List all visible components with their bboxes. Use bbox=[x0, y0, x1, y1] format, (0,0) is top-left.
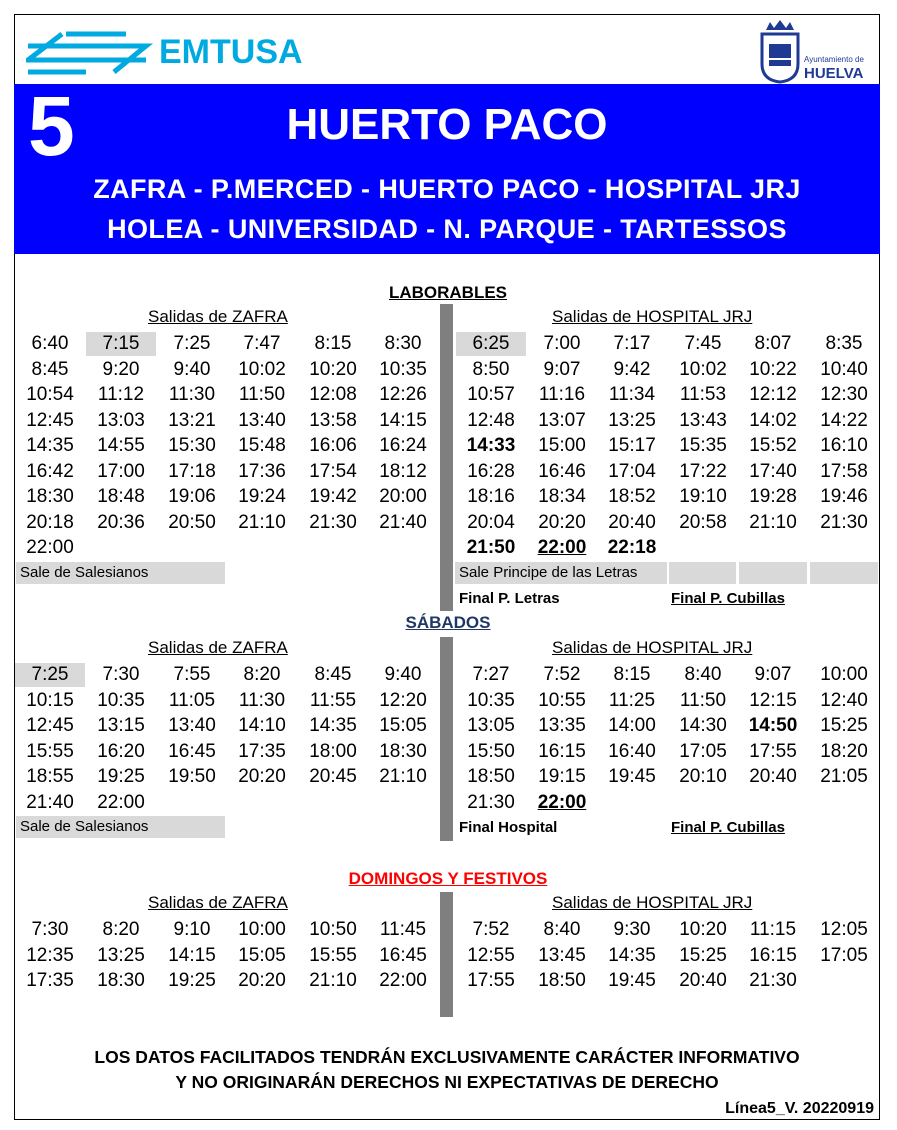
laborables-left-departure-time: 10:54 bbox=[26, 384, 74, 405]
laborables-left-departure-time: 14:15 bbox=[379, 409, 427, 431]
domingos-right-departure-time: 9:30 bbox=[613, 919, 651, 940]
domingos-left-departure-time: 9:10 bbox=[173, 919, 211, 940]
domingos-right-departure-time: 17:55 bbox=[467, 970, 515, 991]
sabados-right-departure-time: 18:50 bbox=[467, 766, 515, 787]
sabados-right-departure-time: 10:55 bbox=[538, 689, 586, 711]
laborables-right-departure-time: 10:22 bbox=[749, 358, 797, 380]
laborables-left-departure-time: 20:50 bbox=[168, 511, 216, 533]
laborables-right-departure-time: 13:43 bbox=[679, 409, 727, 431]
laborables-right-departure-time: 10:02 bbox=[679, 358, 727, 380]
sabados-left-departure-time: 17:35 bbox=[238, 740, 286, 762]
sabados-left-departure-time: 21:40 bbox=[26, 791, 74, 813]
domingos-title: DOMINGOS Y FESTIVOS bbox=[348, 869, 548, 888]
sabados-left-departure-time: 15:05 bbox=[379, 715, 427, 736]
laborables-right-departure-time: 16:28 bbox=[467, 460, 515, 482]
domingos-left-departure-time: 15:55 bbox=[309, 944, 357, 966]
sabados-left-departure-time: 7:25 bbox=[15, 663, 85, 687]
laborables-right-departure-time: 17:58 bbox=[820, 460, 868, 482]
sabados-right-departure-time: 15:25 bbox=[820, 715, 868, 736]
sabados-right-departure-time: 17:55 bbox=[749, 740, 797, 762]
sabados-right-departure-time: 8:40 bbox=[684, 664, 722, 685]
laborables-left-departure-time: 14:55 bbox=[97, 435, 145, 456]
sabados-left-departure-time: 11:55 bbox=[309, 689, 357, 711]
laborables-left-departure-time: 12:08 bbox=[309, 384, 357, 405]
sabados-left-departure-time: 7:55 bbox=[173, 664, 211, 685]
laborables-left-departure-time: 8:45 bbox=[31, 358, 69, 380]
domingos-left-departure-time: 19:25 bbox=[168, 970, 216, 991]
sabados-left-departure-time: 13:40 bbox=[168, 715, 216, 736]
laborables-right-departure-time: 8:07 bbox=[754, 333, 792, 354]
sabados-left-departure-time: 19:25 bbox=[97, 766, 145, 787]
laborables-right-departure-time: 15:35 bbox=[679, 435, 727, 456]
laborables-left-departure-time: 17:18 bbox=[168, 460, 216, 482]
laborables-left-departure-time: 10:20 bbox=[309, 358, 357, 380]
domingos-left-departure-time: 12:35 bbox=[26, 944, 74, 966]
sabados-left-departure-time: 10:35 bbox=[97, 689, 145, 711]
sabados-right-departure-time: 12:40 bbox=[820, 689, 868, 711]
laborables-left-departure-time: 12:26 bbox=[379, 384, 427, 405]
laborables-right-departure-time: 11:34 bbox=[608, 384, 656, 405]
domingos-left-departure-time: 21:10 bbox=[309, 970, 357, 991]
laborables-left-departure-time: 11:12 bbox=[97, 384, 145, 405]
sabados-left-departure-time: 8:45 bbox=[314, 664, 352, 685]
laborables-right-departure-time: 17:22 bbox=[679, 460, 727, 482]
laborables-right-departure-time: 6:25 bbox=[456, 332, 526, 356]
sabados-left-note: Sale de Salesianos bbox=[16, 816, 225, 838]
shield-icon bbox=[760, 20, 876, 84]
laborables-left-departure-time: 11:30 bbox=[168, 384, 216, 405]
sabados-left-departure-time: 13:15 bbox=[97, 715, 145, 736]
laborables-left-note: Sale de Salesianos bbox=[16, 562, 225, 584]
domingos-right-departure-time: 18:50 bbox=[538, 970, 586, 991]
sabados-right-departure-time: 11:50 bbox=[679, 689, 727, 711]
sabados-right-departure-time: 10:35 bbox=[467, 689, 515, 711]
laborables-final-2: Final P. Cubillas bbox=[671, 590, 785, 607]
laborables-right-header: Salidas de HOSPITAL JRJ bbox=[552, 307, 753, 326]
laborables-right-departure-time: 12:30 bbox=[820, 384, 868, 405]
laborables-left-departure-time: 20:18 bbox=[26, 511, 74, 533]
laborables-left-departure-time: 21:40 bbox=[379, 511, 427, 533]
laborables-left-departure-time: 16:42 bbox=[26, 460, 74, 482]
sabados-right-departure-time: 15:50 bbox=[467, 740, 515, 762]
sabados-right-departure-time: 19:15 bbox=[538, 766, 586, 787]
domingos-left-departure-time: 20:20 bbox=[238, 970, 286, 991]
domingos-right-departure-time: 13:45 bbox=[538, 944, 586, 966]
laborables-note-cell bbox=[810, 562, 878, 584]
laborables-left-departure-time: 9:20 bbox=[102, 358, 140, 380]
domingos-left-departure-time: 10:00 bbox=[238, 919, 286, 940]
domingos-left-departure-time: 10:50 bbox=[309, 919, 357, 940]
laborables-right-departure-time: 18:52 bbox=[608, 486, 656, 507]
laborables-left-departure-time: 7:25 bbox=[173, 333, 211, 354]
domingos-right-departure-time: 7:52 bbox=[472, 919, 510, 940]
domingos-left-departure-time: 16:45 bbox=[379, 944, 427, 966]
sabados-right-departure-time: 21:05 bbox=[820, 766, 868, 787]
sabados-right-departure-time: 16:40 bbox=[608, 740, 656, 762]
laborables-right-departure-time: 9:42 bbox=[613, 358, 651, 380]
laborables-right-departure-time: 9:07 bbox=[543, 358, 581, 380]
laborables-left-departure-time: 21:10 bbox=[238, 511, 286, 533]
disclaimer-line1: LOS DATOS FACILITADOS TENDRÁN EXCLUSIVAMENTE CARÁCTER INFORMATIVO bbox=[94, 1047, 800, 1067]
laborables-right-departure-time: 7:17 bbox=[613, 333, 651, 354]
sabados-right-departure-time: 16:15 bbox=[538, 740, 586, 762]
laborables-right-departure-time: 11:16 bbox=[538, 384, 586, 405]
laborables-right-departure-time: 20:58 bbox=[679, 511, 727, 533]
laborables-left-departure-time: 13:03 bbox=[97, 409, 145, 431]
route-stops-line1: ZAFRA - P.MERCED - HUERTO PACO - HOSPITAL JRJ bbox=[93, 174, 801, 204]
sabados-left-departure-time: 22:00 bbox=[97, 791, 145, 813]
sabados-left-departure-time: 7:30 bbox=[102, 664, 140, 685]
laborables-left-departure-time: 10:02 bbox=[238, 358, 286, 380]
laborables-left-departure-time: 15:48 bbox=[238, 435, 286, 456]
sabados-right-departure-time: 9:07 bbox=[754, 664, 792, 685]
laborables-right-departure-time: 21:30 bbox=[820, 511, 868, 533]
laborables-right-departure-time: 20:20 bbox=[538, 511, 586, 533]
laborables-left-departure-time: 19:06 bbox=[168, 486, 216, 507]
sabados-right-departure-time: 21:30 bbox=[467, 791, 515, 813]
laborables-left-departure-time: 18:30 bbox=[26, 486, 74, 507]
sabados-right-departure-time: 13:05 bbox=[467, 715, 515, 736]
sabados-left-header: Salidas de ZAFRA bbox=[148, 638, 288, 657]
domingos-left-departure-time: 13:25 bbox=[97, 944, 145, 966]
laborables-left-departure-time: 16:06 bbox=[309, 435, 357, 456]
domingos-right-departure-time: 17:05 bbox=[820, 944, 868, 966]
laborables-right-departure-time: 13:07 bbox=[538, 409, 586, 431]
domingos-left-header: Salidas de ZAFRA bbox=[148, 893, 288, 912]
domingos-right-departure-time: 11:15 bbox=[749, 919, 797, 940]
sabados-left-departure-time: 12:45 bbox=[26, 715, 74, 736]
sabados-right-departure-time: 18:20 bbox=[820, 740, 868, 762]
laborables-right-departure-time: 22:18 bbox=[607, 537, 657, 558]
laborables-left-departure-time: 15:30 bbox=[168, 435, 216, 456]
sabados-right-departure-time: 19:45 bbox=[608, 766, 656, 787]
laborables-left-departure-time: 17:00 bbox=[97, 460, 145, 482]
laborables-right-departure-time: 14:02 bbox=[749, 409, 797, 431]
laborables-right-departure-time: 15:00 bbox=[538, 435, 586, 456]
laborables-left-departure-time: 18:48 bbox=[97, 486, 145, 507]
sabados-left-departure-time: 19:50 bbox=[168, 766, 216, 787]
sabados-right-header: Salidas de HOSPITAL JRJ bbox=[552, 638, 753, 657]
laborables-right-departure-time: 21:10 bbox=[749, 511, 797, 533]
laborables-right-departure-time: 19:28 bbox=[749, 486, 797, 507]
laborables-left-departure-time: 8:15 bbox=[314, 333, 352, 354]
domingos-left-departure-time: 15:05 bbox=[238, 944, 286, 966]
laborables-left-departure-time: 13:40 bbox=[238, 409, 286, 431]
sabados-separator bbox=[440, 637, 453, 841]
domingos-right-departure-time: 16:15 bbox=[749, 944, 797, 966]
disclaimer-line2: Y NO ORIGINARÁN DERECHOS NI EXPECTATIVAS DE DERECHO bbox=[175, 1072, 719, 1092]
domingos-right-departure-time: 21:30 bbox=[749, 970, 797, 991]
laborables-left-departure-time: 10:35 bbox=[379, 358, 427, 380]
sabados-left-departure-time: 20:45 bbox=[309, 766, 357, 787]
domingos-right-departure-time: 10:20 bbox=[679, 919, 727, 940]
laborables-left-departure-time: 17:54 bbox=[309, 460, 357, 482]
sabados-right-departure-time: 7:27 bbox=[472, 664, 510, 685]
laborables-left-departure-time: 21:30 bbox=[309, 511, 357, 533]
laborables-right-note: Sale Principe de las Letras bbox=[455, 562, 667, 584]
laborables-right-departure-time: 18:34 bbox=[538, 486, 586, 507]
sabados-left-departure-time: 14:10 bbox=[238, 715, 286, 736]
sabados-left-departure-time: 18:00 bbox=[309, 740, 357, 762]
laborables-left-departure-time: 18:12 bbox=[379, 460, 427, 482]
sabados-left-departure-time: 11:05 bbox=[168, 689, 216, 711]
laborables-left-departure-time: 8:30 bbox=[384, 333, 422, 354]
domingos-separator bbox=[440, 892, 453, 1017]
sabados-left-departure-time: 18:30 bbox=[379, 740, 427, 762]
sabados-right-departure-time: 13:35 bbox=[538, 715, 586, 736]
sabados-right-departure-time: 8:15 bbox=[613, 664, 651, 685]
domingos-right-departure-time: 12:55 bbox=[467, 944, 515, 966]
sabados-right-departure-time: 17:05 bbox=[679, 740, 727, 762]
sabados-left-departure-time: 21:10 bbox=[379, 766, 427, 787]
sabados-right-departure-time: 20:10 bbox=[679, 766, 727, 787]
laborables-right-departure-time: 11:53 bbox=[679, 384, 727, 405]
sabados-left-departure-time: 20:20 bbox=[238, 766, 286, 787]
laborables-right-departure-time: 19:46 bbox=[820, 486, 868, 507]
domingos-right-departure-time: 15:25 bbox=[679, 944, 727, 966]
laborables-left-departure-time: 16:24 bbox=[379, 435, 427, 456]
domingos-left-departure-time: 8:20 bbox=[102, 919, 140, 940]
domingos-left-departure-time: 22:00 bbox=[379, 970, 427, 991]
laborables-right-departure-time: 10:57 bbox=[467, 384, 515, 405]
sabados-right-departure-time: 12:15 bbox=[749, 689, 797, 711]
laborables-right-departure-time: 14:33 bbox=[466, 435, 516, 456]
sabados-right-departure-time: 7:52 bbox=[543, 664, 581, 685]
domingos-right-departure-time: 14:35 bbox=[608, 944, 656, 966]
sabados-left-departure-time: 10:15 bbox=[26, 689, 74, 711]
laborables-right-departure-time: 12:48 bbox=[467, 409, 515, 431]
sabados-right-departure-time: 20:40 bbox=[749, 766, 797, 787]
laborables-separator bbox=[440, 304, 453, 611]
laborables-left-departure-time: 7:47 bbox=[243, 333, 281, 354]
laborables-right-departure-time: 16:10 bbox=[820, 435, 868, 456]
route-stops-line2: HOLEA - UNIVERSIDAD - N. PARQUE - TARTESSOS bbox=[107, 214, 787, 244]
laborables-left-departure-time: 14:35 bbox=[26, 435, 74, 456]
route-banner bbox=[14, 79, 880, 254]
laborables-right-departure-time: 18:16 bbox=[467, 486, 515, 507]
laborables-left-departure-time: 20:00 bbox=[379, 486, 427, 507]
domingos-right-departure-time: 19:45 bbox=[608, 970, 656, 991]
sabados-right-departure-time: 14:00 bbox=[608, 715, 656, 736]
laborables-left-departure-time: 11:50 bbox=[238, 384, 286, 405]
crest-line1: Ayuntamiento de bbox=[804, 55, 864, 64]
sabados-right-departure-time: 11:25 bbox=[608, 689, 656, 711]
sabados-left-departure-time: 16:20 bbox=[97, 740, 145, 762]
domingos-right-departure-time: 12:05 bbox=[820, 919, 868, 940]
laborables-left-departure-time: 6:40 bbox=[31, 333, 69, 354]
sabados-left-departure-time: 8:20 bbox=[243, 664, 281, 685]
laborables-left-departure-time: 19:42 bbox=[309, 486, 357, 507]
laborables-note-cell bbox=[739, 562, 807, 584]
laborables-right-departure-time: 13:25 bbox=[608, 409, 656, 431]
laborables-right-departure-time: 7:45 bbox=[684, 333, 722, 354]
sabados-right-departure-time: 10:00 bbox=[820, 664, 868, 685]
laborables-final-1: Final P. Letras bbox=[459, 590, 560, 607]
sabados-left-departure-time: 14:35 bbox=[309, 715, 357, 736]
laborables-left-departure-time: 9:40 bbox=[173, 358, 211, 380]
laborables-note-cell bbox=[669, 562, 736, 584]
laborables-right-departure-time: 15:17 bbox=[608, 435, 656, 456]
sabados-left-departure-time: 18:55 bbox=[26, 766, 74, 787]
laborables-right-departure-time: 12:12 bbox=[749, 384, 797, 405]
emtusa-logo bbox=[26, 26, 356, 82]
laborables-right-departure-time: 17:40 bbox=[749, 460, 797, 482]
brand-text: EMTUSA bbox=[159, 33, 303, 71]
laborables-right-departure-time: 10:40 bbox=[820, 358, 868, 380]
laborables-right-departure-time: 19:10 bbox=[679, 486, 727, 507]
laborables-right-departure-time: 22:00 bbox=[537, 537, 587, 558]
laborables-right-departure-time: 21:50 bbox=[466, 537, 516, 558]
sabados-right-departure-time: 14:30 bbox=[679, 715, 727, 736]
laborables-left-departure-time: 12:45 bbox=[26, 409, 74, 431]
domingos-left-departure-time: 17:35 bbox=[26, 970, 74, 991]
route-name: HUERTO PACO bbox=[286, 100, 608, 149]
laborables-left-header: Salidas de ZAFRA bbox=[148, 307, 288, 326]
sabados-final-2: Final P. Cubillas bbox=[671, 819, 785, 836]
laborables-right-departure-time: 16:46 bbox=[538, 460, 586, 482]
laborables-title: LABORABLES bbox=[388, 283, 508, 302]
laborables-left-departure-time: 13:58 bbox=[309, 409, 357, 431]
laborables-right-departure-time: 8:35 bbox=[825, 333, 863, 354]
sabados-title: SÁBADOS bbox=[405, 613, 491, 632]
laborables-right-departure-time: 15:52 bbox=[749, 435, 797, 456]
laborables-right-departure-time: 14:22 bbox=[820, 409, 868, 431]
sabados-left-departure-time: 15:55 bbox=[26, 740, 74, 762]
crest-line2: HUELVA bbox=[804, 65, 864, 82]
sabados-right-departure-time: 22:00 bbox=[537, 791, 587, 813]
route-number: 5 bbox=[28, 79, 75, 173]
sabados-left-departure-time: 12:20 bbox=[379, 689, 427, 711]
sabados-left-departure-time: 9:40 bbox=[384, 664, 422, 685]
laborables-left-departure-time: 17:36 bbox=[238, 460, 286, 482]
laborables-right-departure-time: 17:04 bbox=[608, 460, 656, 482]
laborables-right-departure-time: 8:50 bbox=[472, 358, 510, 380]
domingos-right-header: Salidas de HOSPITAL JRJ bbox=[552, 893, 753, 912]
laborables-left-departure-time: 7:15 bbox=[86, 332, 156, 356]
domingos-left-departure-time: 14:15 bbox=[168, 944, 216, 966]
laborables-left-departure-time: 13:21 bbox=[168, 409, 216, 431]
ayuntamiento-crest bbox=[760, 20, 876, 84]
sabados-final-1: Final Hospital bbox=[459, 819, 558, 836]
sabados-right-departure-time: 14:50 bbox=[748, 715, 798, 736]
domingos-right-departure-time: 20:40 bbox=[679, 970, 727, 991]
version-label: Línea5_V. 20220919 bbox=[725, 1100, 874, 1117]
domingos-left-departure-time: 18:30 bbox=[97, 970, 145, 991]
laborables-right-departure-time: 7:00 bbox=[543, 333, 581, 354]
sabados-left-departure-time: 11:30 bbox=[238, 689, 286, 711]
laborables-left-departure-time: 20:36 bbox=[97, 511, 145, 533]
domingos-left-departure-time: 7:30 bbox=[31, 919, 69, 940]
domingos-right-departure-time: 8:40 bbox=[543, 919, 581, 940]
laborables-left-departure-time: 22:00 bbox=[26, 537, 74, 558]
laborables-right-departure-time: 20:04 bbox=[467, 511, 515, 533]
sabados-left-departure-time: 16:45 bbox=[168, 740, 216, 762]
laborables-right-departure-time: 20:40 bbox=[608, 511, 656, 533]
domingos-left-departure-time: 11:45 bbox=[379, 919, 427, 940]
laborables-left-departure-time: 19:24 bbox=[238, 486, 286, 507]
